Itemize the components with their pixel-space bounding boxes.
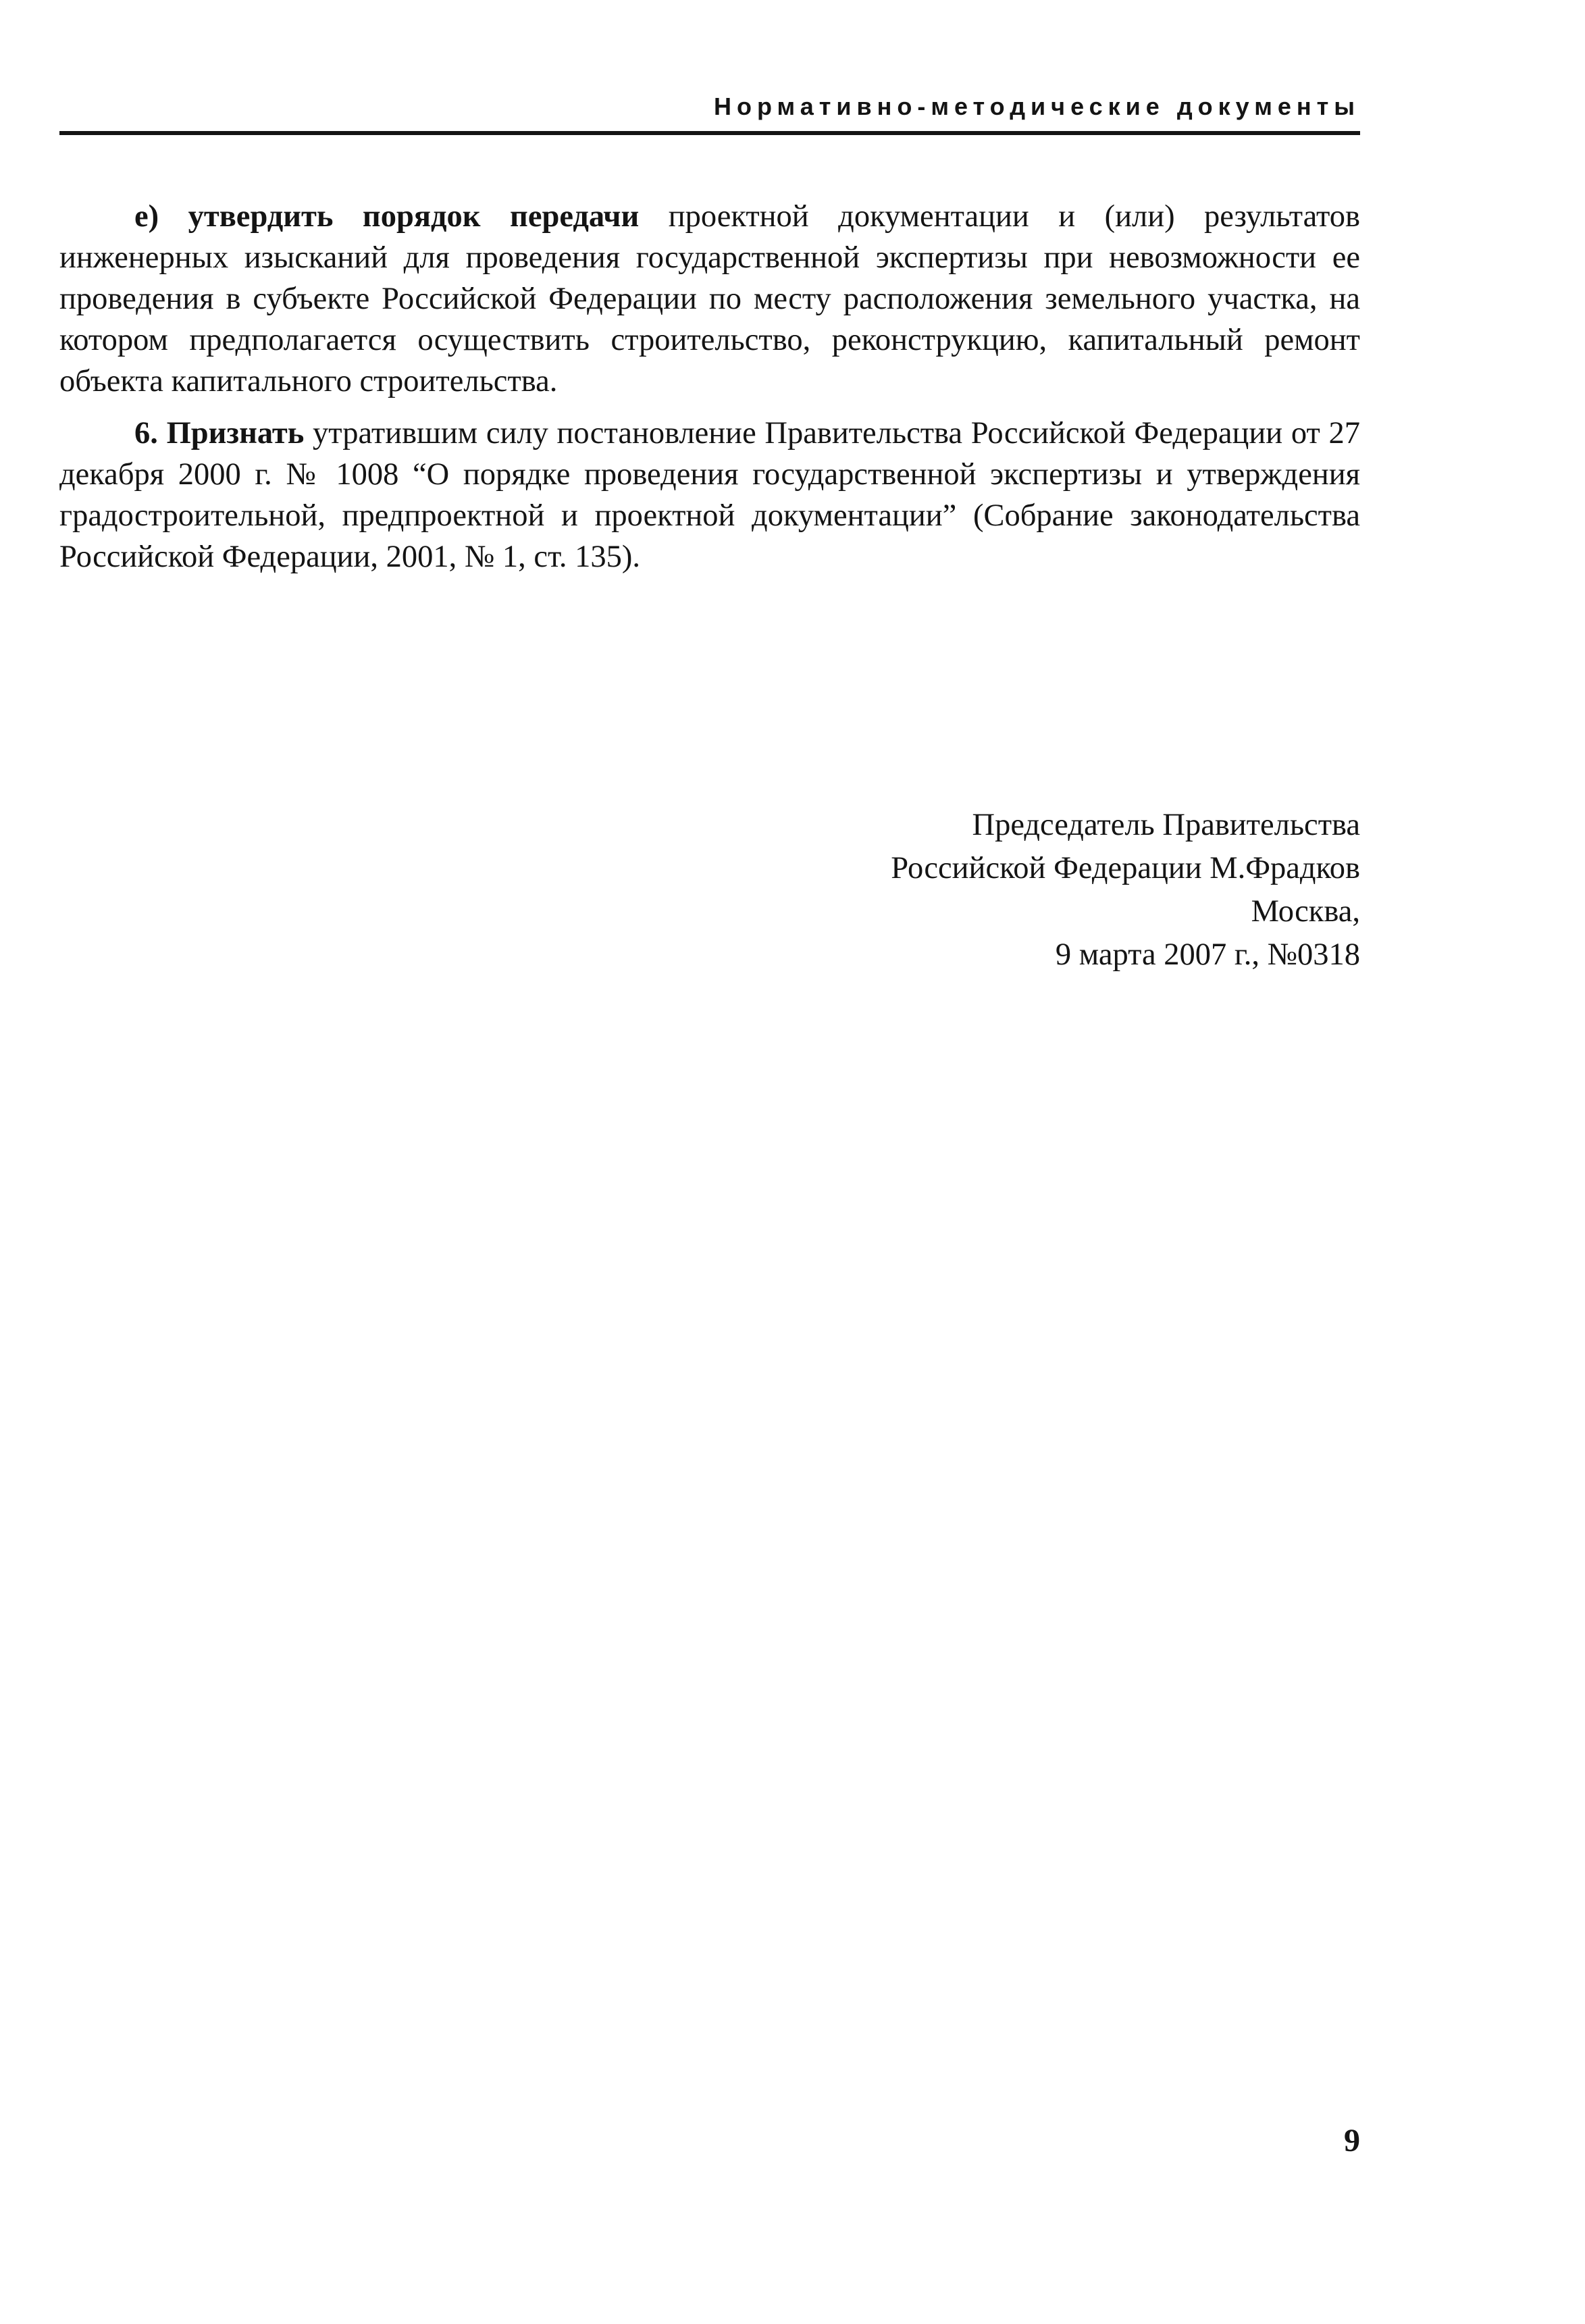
signature-date: 9 марта 2007 г., №0318 [1055, 937, 1360, 972]
signature-block [675, 804, 1360, 977]
signature-name: Российской Федерации М.Фрадков [891, 851, 1360, 885]
header-rule [59, 131, 1360, 135]
paragraph-e [59, 196, 1360, 402]
document-body [59, 196, 1360, 588]
page-number: 9 [1344, 2123, 1360, 2159]
paragraph-lead: 6. Признать [134, 416, 305, 450]
paragraph-lead: е) утвердить порядок передачи [134, 199, 640, 234]
paragraph-text: проектной документации и (или) результатов инженерных изысканий для проведения государственной экспертизы при невозможности ее проведения в субъекте Российской Федерации по месту расположения земельного участка, на котором предполагается осуществить строительство, реконструкцию, капитальный ремонт объекта капитального строительства. [59, 199, 1360, 398]
paragraph-6 [59, 413, 1360, 577]
paragraph-text: утратившим силу постановление Правительства Российской Федерации от 27 декабря 2000 г. № 1008 “О порядке проведения государственной экспертизы и утверждения градостроительной, предпроектной и проектной документации” (Собрание законодательства Российской Федерации, 2001, № 1, ст. 135). [59, 416, 1361, 574]
signature-place: Москва, [1251, 894, 1360, 929]
signature-position: Председатель Правительства [972, 808, 1360, 842]
running-header: Нормативно-методические документы [714, 93, 1360, 120]
